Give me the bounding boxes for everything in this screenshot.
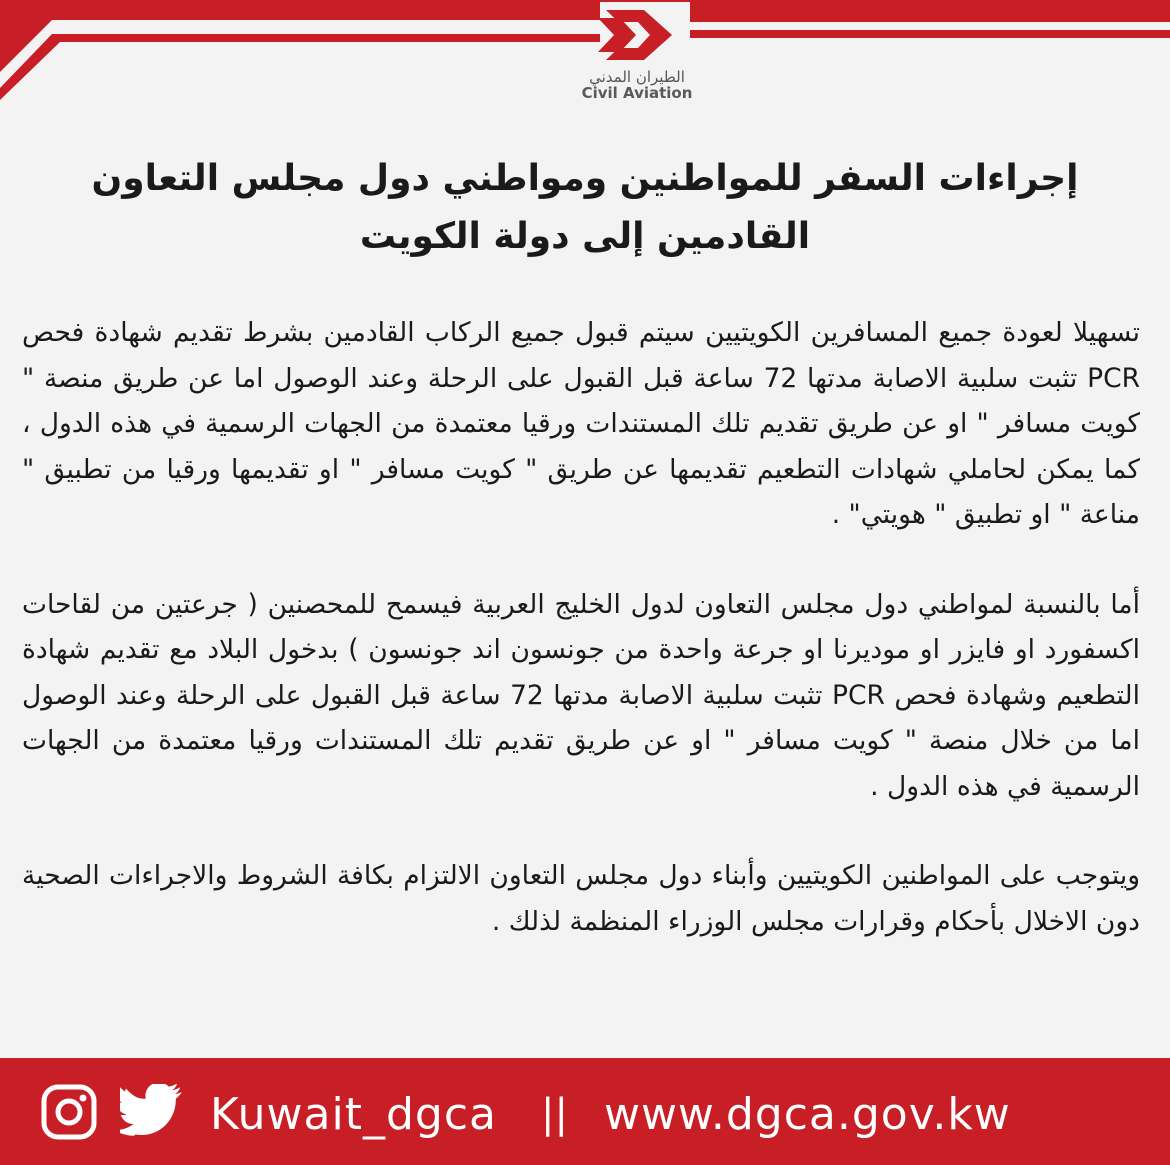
- title-line-1: إجراءات السفر للمواطنين ومواطني دول مجلس التعاون: [91, 158, 1079, 199]
- civil-aviation-logo: [572, 4, 702, 132]
- logo-english-text: Civil Aviation: [581, 84, 693, 102]
- website-link[interactable]: www.dgca.gov.kw: [603, 1088, 1011, 1140]
- footer-contact-row: [40, 1084, 1011, 1144]
- logo-arabic-text: الطيران المدني: [589, 68, 685, 86]
- paragraph-2: أما بالنسبة لمواطني دول مجلس التعاون لدول الخليج العربية فيسمح للمحصنين ( جرعتين من لقاحات اكسفورد او فايزر او موديرنا او جرعة واحدة من جونسون اند جونسون ) بدخول البلاد مع تقديم شهادة التطعيم وشهادة فحص PCR تثبت سلبية الاصابة مدتها 72 ساعة قبل القبول على الرحلة وعند الوصول اما من خلال منصة " كويت مسافر " او عن طريق تقديم تلك المستندات ورقيا معتمدة من الجهات الرسمية في هذه الدول .: [22, 588, 1140, 802]
- page-title: [60, 150, 1110, 266]
- instagram-icon[interactable]: [40, 1083, 98, 1145]
- footer-bar: [0, 1058, 1170, 1165]
- chevron-logo-icon: [596, 4, 678, 66]
- title-line-2: القادمين إلى دولة الكويت: [359, 216, 811, 257]
- social-handle[interactable]: Kuwait_dgca: [210, 1088, 497, 1140]
- twitter-icon[interactable]: [120, 1084, 186, 1144]
- footer-separator: ||: [541, 1091, 568, 1137]
- announcement-body: [22, 310, 1140, 988]
- paragraph-1: تسهيلا لعودة جميع المسافرين الكويتيين سيتم قبول جميع الركاب القادمين بشرط تقديم شهادة فحص PCR تثبت سلبية الاصابة مدتها 72 ساعة قبل القبول على الرحلة وعند الوصول اما عن طريق منصة " كويت مسافر " او عن طريق تقديم تلك المستندات ورقيا معتمدة من الجهات الرسمية في هذه الدول ، كما يمكن لحاملي شهادات التطعيم تقديمها عن طريق " كويت مسافر " او تقديمها ورقيا من تطبيق " مناعة " او تطبيق " هويتي" .: [22, 317, 1141, 530]
- paragraph-3: ويتوجب على المواطنين الكويتيين وأبناء دول مجلس التعاون الالتزام بكافة الشروط والاجراءات الصحية دون الاخلال بأحكام وقرارات مجلس الوزراء المنظمة لذلك .: [22, 860, 1140, 937]
